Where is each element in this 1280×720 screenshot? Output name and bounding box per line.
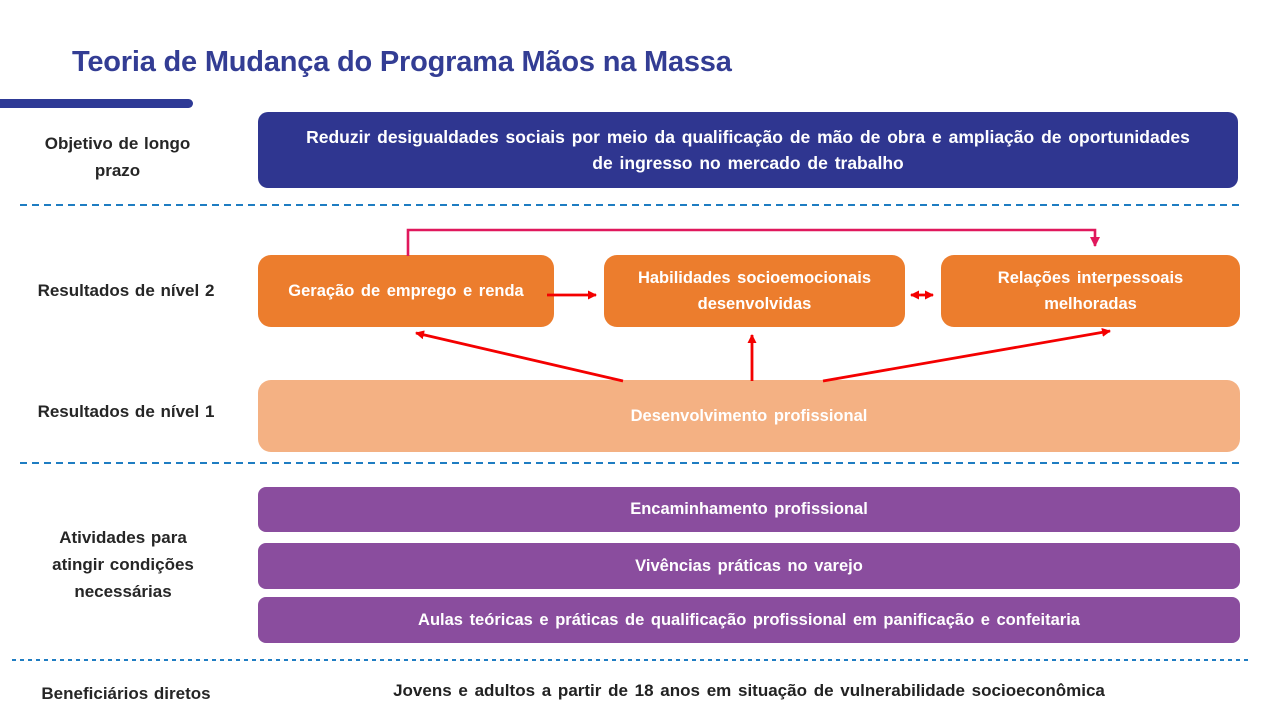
activity-box-referral: Encaminhamento profissional	[258, 487, 1240, 532]
row-label-beneficiaries: Beneficiários diretos	[41, 684, 211, 703]
level2-box-interpersonal: Relações interpessoais melhoradas	[941, 255, 1240, 327]
beneficiaries-text: Jovens e adultos a partir de 18 anos em situação de vulnerabilidade socioeconômica	[393, 681, 1105, 700]
dashed-divider-2	[20, 462, 1243, 464]
row-label-activities: Atividades para atingir condições necessárias	[52, 528, 194, 601]
row-label-objective: Objetivo de longo prazo	[44, 134, 191, 180]
level1-box-professional-development: Desenvolvimento profissional	[258, 380, 1240, 452]
arrow-development-to-employment	[416, 333, 623, 381]
row-label-level2: Resultados de nível 2	[37, 281, 215, 300]
row-label-level1: Resultados de nível 1	[37, 402, 215, 421]
level2-box-socioemotional: Habilidades socioemocionais desenvolvidas	[604, 255, 905, 327]
dashed-divider-1	[20, 204, 1243, 206]
page-title: Teoria de Mudança do Programa Mãos na Massa	[72, 46, 732, 78]
title-underline-bar	[0, 99, 193, 108]
activity-box-classes: Aulas teóricas e práticas de qualificação profissional em panificação e confeitaria	[258, 597, 1240, 643]
dashed-divider-3	[12, 659, 1252, 661]
arrow-employment-to-interpersonal	[408, 230, 1095, 256]
activity-box-retail-experience: Vivências práticas no varejo	[258, 543, 1240, 589]
objective-box: Reduzir desigualdades sociais por meio da qualificação de mão de obra e ampliação de oportunidades de ingresso no mercado de trabalho	[258, 112, 1238, 188]
level2-box-employment: Geração de emprego e renda	[258, 255, 554, 327]
arrow-development-to-interpersonal	[823, 331, 1110, 381]
